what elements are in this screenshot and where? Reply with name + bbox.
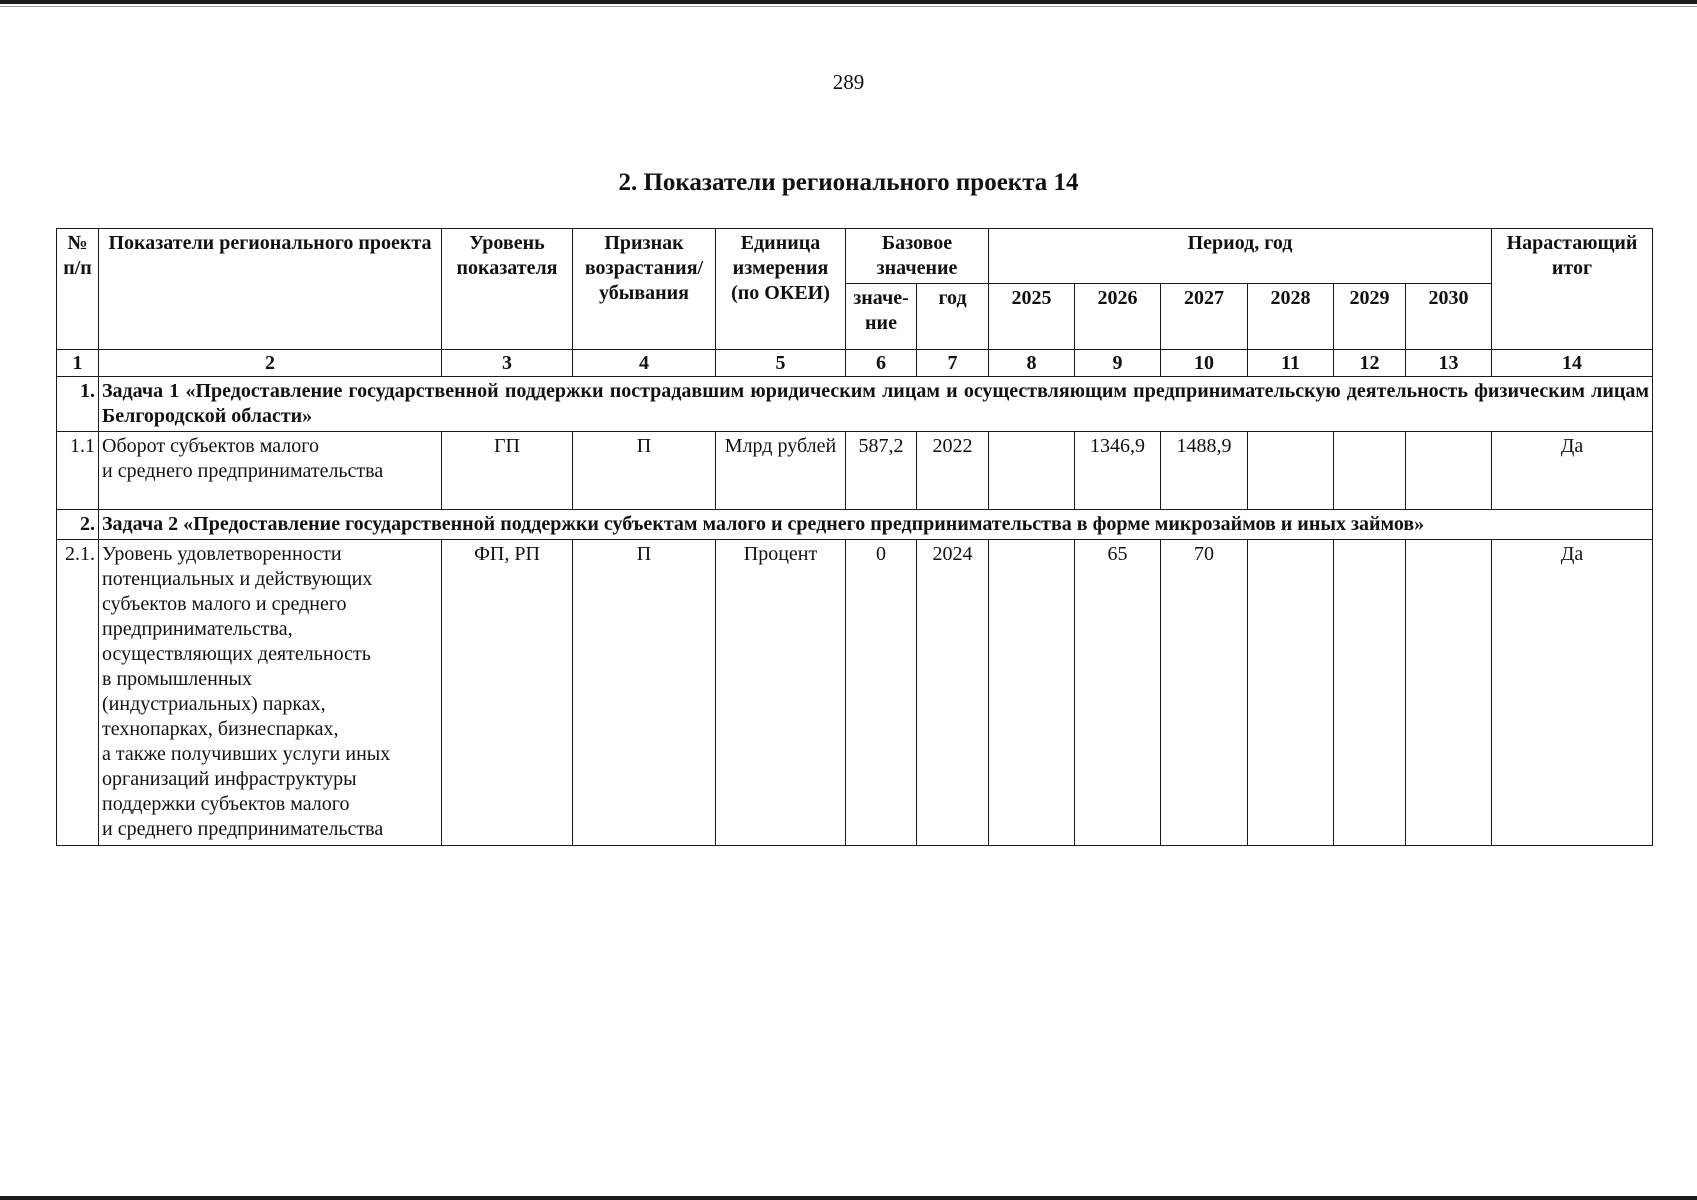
base-year: 2022	[917, 432, 989, 510]
top-border-thin-line	[0, 6, 1697, 7]
row-number: 2.1.	[57, 540, 99, 846]
col-number: 14	[1492, 350, 1653, 377]
value-2030	[1406, 540, 1492, 846]
indicator-trend: П	[573, 432, 716, 510]
indicator-trend: П	[573, 540, 716, 846]
header-year-2027: 2027	[1161, 284, 1248, 350]
cumulative-value: Да	[1492, 432, 1653, 510]
header-indicator: Показатели регионального проекта	[99, 229, 442, 350]
header-year-2030: 2030	[1406, 284, 1492, 350]
value-2026: 1346,9	[1075, 432, 1161, 510]
value-2030	[1406, 432, 1492, 510]
top-border-line	[0, 0, 1697, 4]
col-number: 5	[716, 350, 846, 377]
base-year: 2024	[917, 540, 989, 846]
header-base-year: год	[917, 284, 989, 350]
indicator-name: Оборот субъектов малого и среднего предпринимательства	[99, 432, 442, 510]
indicator-level: ГП	[442, 432, 573, 510]
table-row	[57, 540, 1653, 846]
col-number: 1	[57, 350, 99, 377]
col-number: 10	[1161, 350, 1248, 377]
header-year-2028: 2028	[1248, 284, 1334, 350]
col-number: 8	[989, 350, 1075, 377]
header-num: № п/п	[57, 229, 99, 350]
indicator-unit: Млрд рублей	[716, 432, 846, 510]
task-number: 2.	[57, 510, 99, 540]
value-2029	[1334, 432, 1406, 510]
value-2027: 1488,9	[1161, 432, 1248, 510]
value-2029	[1334, 540, 1406, 846]
task-title: Задача 2 «Предоставление государственной поддержки субъектам малого и среднего предпринимательства в форме микрозаймов и иных займов»	[99, 510, 1653, 540]
header-cumulative: Нарастающий итог	[1492, 229, 1653, 350]
indicators-table	[56, 228, 1653, 846]
col-number: 7	[917, 350, 989, 377]
col-number: 11	[1248, 350, 1334, 377]
col-number: 2	[99, 350, 442, 377]
header-year-2026: 2026	[1075, 284, 1161, 350]
task-title: Задача 1 «Предоставление государственной поддержки пострадавшим юридическим лицам и осуществляющим предпринимательскую деятельность физическим лицам Белгородской области»	[99, 377, 1653, 432]
page-number: 289	[832, 70, 865, 94]
col-number: 6	[846, 350, 917, 377]
indicator-unit: Процент	[716, 540, 846, 846]
task-number: 1.	[57, 377, 99, 432]
value-2025	[989, 540, 1075, 846]
cumulative-value: Да	[1492, 540, 1653, 846]
indicator-name: Уровень удовлетворенности потенциальных и действующих субъектов малого и среднего предпринимательства, осуществляющих деятельность в промышленных (индустриальных) парках, технопарках, бизнеспарках, а также получивших услуги иных организаций инфраструктуры поддержки субъектов малого и среднего предпринимательства	[99, 540, 442, 846]
header-year-2025: 2025	[989, 284, 1075, 350]
value-2028	[1248, 540, 1334, 846]
value-2028	[1248, 432, 1334, 510]
header-unit: Единица измерения (по ОКЕИ)	[716, 229, 846, 350]
value-2027: 70	[1161, 540, 1248, 846]
task-row	[57, 510, 1653, 540]
header-base-value: значе-ние	[846, 284, 917, 350]
col-number: 9	[1075, 350, 1161, 377]
base-value: 587,2	[846, 432, 917, 510]
col-number: 4	[573, 350, 716, 377]
header-trend: Признак возрастания/ убывания	[573, 229, 716, 350]
col-number: 3	[442, 350, 573, 377]
page-title: 2. Показатели регионального проекта 14	[618, 169, 1079, 196]
header-period: Период, год	[989, 229, 1492, 284]
bottom-border-line	[0, 1196, 1697, 1200]
indicator-level: ФП, РП	[442, 540, 573, 846]
header-base: Базовое значение	[846, 229, 989, 284]
header-level: Уровень показателя	[442, 229, 573, 350]
value-2026: 65	[1075, 540, 1161, 846]
row-number: 1.1	[57, 432, 99, 510]
column-numbers-row	[57, 350, 1653, 377]
col-number: 13	[1406, 350, 1492, 377]
table-row	[57, 432, 1653, 510]
task-row	[57, 377, 1653, 432]
base-value: 0	[846, 540, 917, 846]
col-number: 12	[1334, 350, 1406, 377]
header-year-2029: 2029	[1334, 284, 1406, 350]
value-2025	[989, 432, 1075, 510]
